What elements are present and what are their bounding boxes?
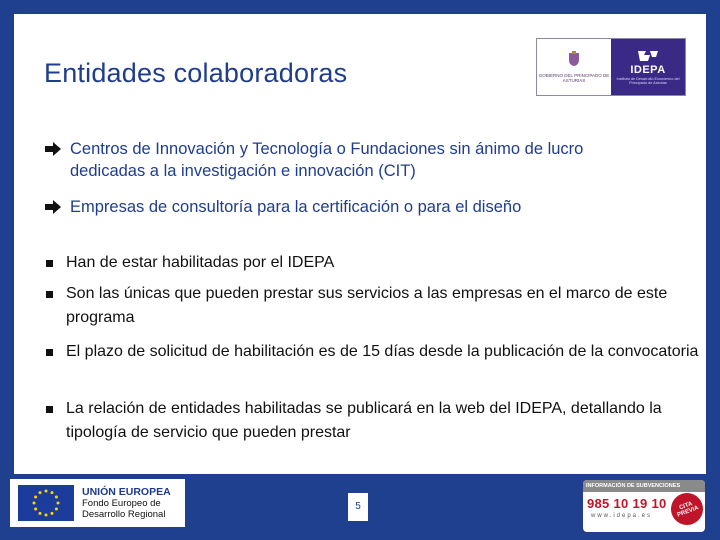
right-arrow-icon <box>44 196 64 224</box>
info-web: www.idepa.es <box>591 513 653 519</box>
arrow-item-cit <box>44 138 583 182</box>
idepa-logo <box>611 39 685 95</box>
bullet-text: Son las únicas que pueden prestar sus servicios a las empresas en el marco de este programa <box>66 285 668 326</box>
idepa-subtitle: Instituto de Desarrollo Económico del Principado de Asturias <box>616 76 680 85</box>
bullet-item <box>44 251 716 275</box>
eu-text <box>82 487 171 520</box>
slide-title: Entidades colaboradoras <box>44 58 348 88</box>
asturias-idepa-logo <box>536 38 686 96</box>
arrow-item-line: dedicadas a la investigación e innovación (CIT) <box>70 162 416 180</box>
arrow-item-consultoria <box>44 196 521 218</box>
bullet-square-icon <box>46 260 53 267</box>
bullet-text: El plazo de solicitud de habilitación es de 15 días desde la publicación de la convocatoria <box>66 343 699 360</box>
eu-feder-logo <box>10 479 185 527</box>
bullet-text: Han de estar habilitadas por el IDEPA <box>66 254 335 271</box>
eu-flag-icon <box>18 485 74 521</box>
eu-fund-line: Desarrollo Regional <box>82 508 166 520</box>
cita-previa-stamp: CITA PREVIA <box>666 488 705 529</box>
idepa-name: IDEPA <box>630 63 666 76</box>
bullet-item <box>44 397 716 445</box>
bullet-square-icon <box>46 291 53 298</box>
bullet-square-icon <box>46 349 53 356</box>
slide <box>14 14 706 474</box>
bullet-item <box>44 282 716 330</box>
crest-icon <box>568 51 580 67</box>
page-number: 5 <box>348 493 368 521</box>
subsidy-info-banner <box>583 480 705 532</box>
arrow-item-line: Centros de Innovación y Tecnología o Fundaciones sin ánimo de lucro <box>70 140 584 158</box>
asturias-government-logo <box>537 39 611 95</box>
right-arrow-icon <box>44 138 64 166</box>
arrow-item-line: Empresas de consultoría para la certificación o para el diseño <box>70 198 522 216</box>
eu-fund-line: Fondo Europeo de <box>82 497 161 509</box>
info-header: INFORMACIÓN DE SUBVENCIONES <box>583 480 705 492</box>
asturias-logo-text: GOBIERNO DEL PRINCIPADO DE ASTURIAS <box>538 73 610 83</box>
eu-title: UNIÓN EUROPEA <box>82 485 171 498</box>
idepa-mark-icon <box>636 49 660 63</box>
bullet-text: La relación de entidades habilitadas se publicará en la web del IDEPA, detallando la tipología de servicio que pueden prestar <box>66 400 662 441</box>
bullet-square-icon <box>46 406 53 413</box>
bullet-item <box>44 340 716 364</box>
info-phone: 985 10 19 10 <box>587 496 667 511</box>
